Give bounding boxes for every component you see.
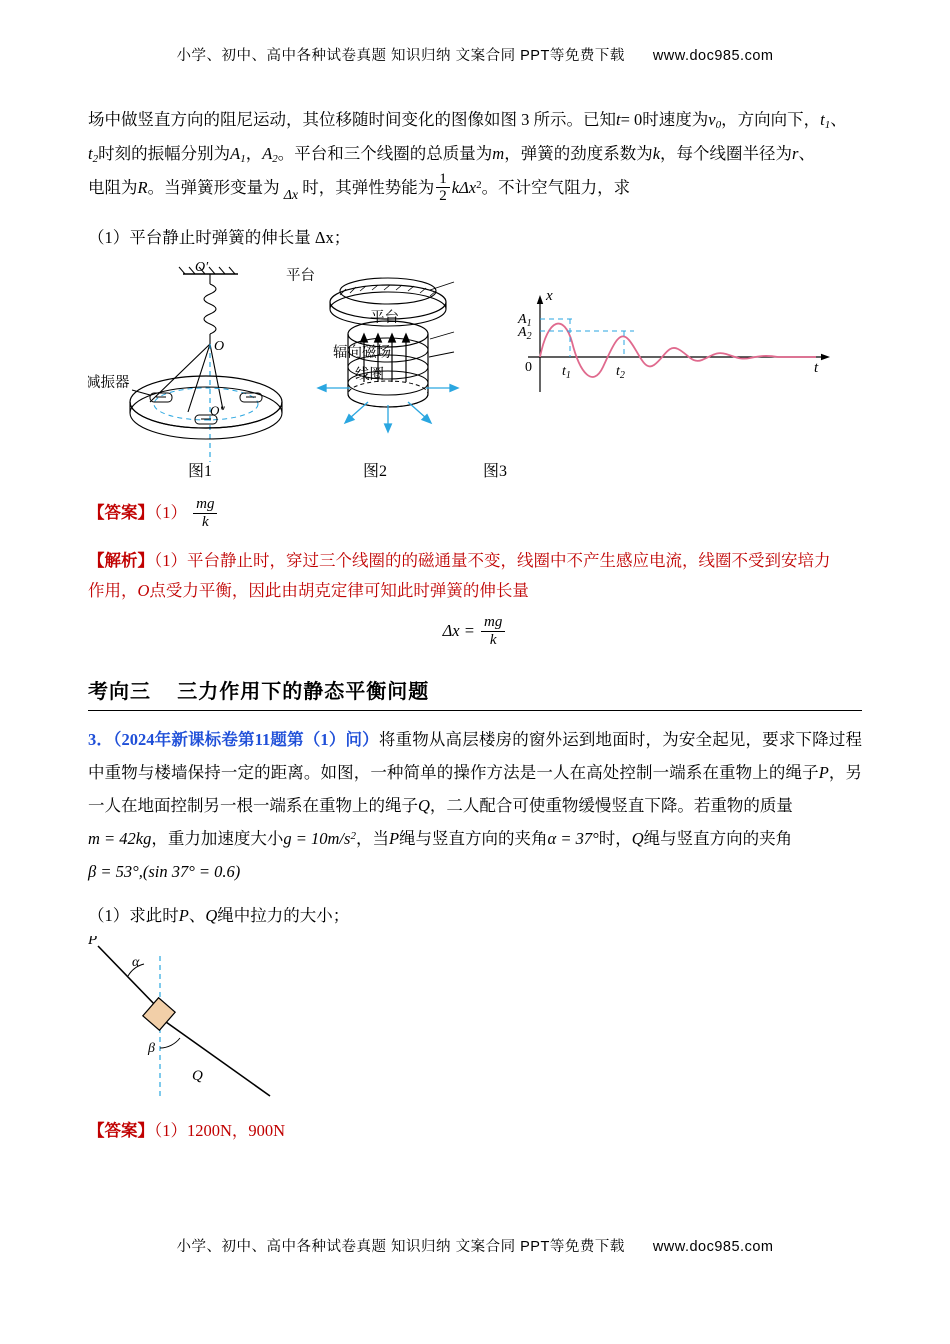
p2-l3c: 。当弹簧形变量为 — [147, 177, 280, 197]
fig2-radial-field-label: 辐向磁场 — [333, 345, 391, 362]
p2-l2f: ， — [245, 143, 263, 163]
problem3-eq-time: 时， — [598, 829, 632, 849]
fig1-label-O-dd: O″ — [210, 403, 225, 419]
p2-var-r: r — [792, 143, 799, 163]
answer1-tag: 【答案】 — [88, 503, 154, 523]
half-den: 2 — [436, 187, 450, 205]
fig3-caption: 图3 — [483, 463, 508, 481]
problem3-eq-Q: Q — [631, 829, 644, 849]
p2-var-t: t — [616, 110, 621, 129]
analysis1-eq-num: mg — [484, 613, 503, 630]
problem3-sub1 — [88, 902, 862, 926]
analysis1-eq-fraction — [481, 614, 505, 649]
p2-l3i: 。不计空气阻力，求 — [481, 177, 631, 197]
problem2-line3 — [88, 171, 862, 207]
header-site: www.doc985.com — [652, 48, 774, 64]
p2-var-m: m — [492, 143, 505, 163]
p2-l3a: 电阻为 — [88, 177, 138, 197]
fig1-label-O-top: O′ — [195, 262, 209, 276]
p2-var-A2: A — [262, 143, 273, 163]
answer2-tag: 【答案】 — [88, 1121, 154, 1141]
analysis1-line1 — [88, 546, 862, 577]
analysis1-eq-den: k — [481, 631, 505, 649]
answer1-block — [88, 497, 862, 532]
analysis1-eq-lhs: Δx = — [442, 620, 475, 640]
p2-l1a: 场中做竖直方向的阻尼运动，其位移随时间变化的图像如图 3 所示。已知 — [88, 110, 616, 129]
problem3-statement — [88, 723, 862, 888]
problem2-line1 — [88, 103, 862, 137]
answer2-block — [88, 1117, 862, 1141]
fig3-label-origin: 0 — [525, 360, 532, 376]
problem3-para — [88, 723, 862, 822]
p2-var-v: v — [708, 110, 716, 129]
answer2-item: （1）1200N，900N — [154, 1121, 286, 1141]
fig2-caption: 图2 — [363, 463, 388, 481]
p2-l1i: 、 — [830, 110, 847, 129]
problem3-eq-mid: ，重力加速度大小 — [151, 829, 284, 849]
p2-kdx-sup: 2 — [476, 178, 482, 191]
fig3-axis-x: x — [546, 288, 553, 305]
p2-l3e: 时，其弹性势能为 — [302, 177, 435, 197]
problem3-eq-alpha: α = 37° — [547, 829, 599, 849]
fig2-label-platform: 平台 — [286, 268, 315, 285]
footer-site: www.doc985.com — [652, 1239, 774, 1255]
figure-group — [88, 262, 862, 481]
p2-l2m: ，每个线圈半径为 — [660, 143, 793, 163]
analysis1-block — [88, 546, 862, 650]
problem2-sub1: （1）平台静止时弹簧的伸长量 Δx； — [88, 228, 351, 248]
p2-l2k: ，弹簧的劲度系数为 — [504, 143, 653, 163]
footer-text: 小学、初中、高中各种试卷真题 知识归纳 文案合同 PPT等免费下载 — [176, 1239, 625, 1255]
section3-title-prefix: 考向三 — [88, 681, 151, 704]
problem3-eq-g-sup: 2 — [350, 830, 356, 843]
p2-var-R: R — [137, 177, 148, 197]
problem3-p3: ，另一人在地面控制另一根一端系在重物上的绳子 — [88, 763, 863, 816]
p2-l2o: 、 — [798, 143, 815, 163]
problem3-formula-line — [88, 822, 862, 855]
problem3-sub1-Q: Q — [205, 906, 218, 926]
p2-l2i: 。平台和三个线圈的总质量为 — [277, 143, 493, 163]
p2-l2c: 时刻的振幅分别为 — [98, 143, 231, 163]
problem3-eq-when: ，当 — [355, 829, 389, 849]
analysis1-text-c: 点受力平衡，因此由胡克定律可知此时弹簧的伸长量 — [149, 581, 529, 601]
analysis1-point-O: O — [137, 581, 150, 601]
fig3-label-t1: $t_1$ — [562, 364, 571, 382]
problem3-formula-line2 — [88, 855, 862, 888]
fig4-label-alpha: α — [132, 955, 140, 971]
page-footer — [0, 1235, 950, 1256]
fig2-coil-label: 线圈 — [355, 367, 384, 384]
problem3-p2: 过程中重物与楼墙保持一定的距离。如图，一种简单的操作方法是一人在高处控制一端系在重物上的绳子 — [88, 730, 863, 783]
fig3-label-A2: $A_2$ — [518, 325, 532, 343]
problem3-eq-g: g = 10m/s — [283, 829, 351, 849]
problem3-p4: ，二人配合可使重物缓慢竖直下降。若重物的质量 — [429, 796, 793, 816]
p2-var-dx: Δx — [283, 187, 299, 203]
analysis1-text-b: 作用， — [88, 581, 138, 601]
figures-svg — [88, 262, 862, 477]
analysis1-tag: 【解析】 — [88, 550, 154, 570]
problem3-eq-rope1: 绳与竖直方向的夹角 — [399, 829, 548, 849]
fig3-axis-t: t — [814, 360, 819, 377]
analysis1-line2 — [88, 576, 862, 607]
fig2-platform-label: 平台 — [370, 310, 399, 327]
answer1-item: （1） — [154, 503, 187, 523]
problem3-sub1-mid: 、 — [188, 906, 206, 926]
p2-var-t1: t — [820, 110, 825, 129]
p2-l1c: = 0时速度为 — [620, 110, 709, 129]
p2-var-A1: A — [230, 143, 241, 163]
p2-var-t1-sub: 1 — [824, 118, 831, 131]
analysis1-text-a: （1）平台静止时，穿过三个线圈的的磁通量不变，线圈中不产生感应电流，线圈不受到安培力 — [154, 550, 831, 570]
problem3-sub1-end: 绳中拉力的大小； — [217, 906, 350, 926]
p2-kdx: kΔx — [451, 177, 477, 197]
fig3-label-t2: $t_2$ — [616, 364, 625, 382]
section3-title: 三力作用下的静态平衡问题 — [177, 681, 430, 704]
fig4-label-Q: Q — [192, 1068, 203, 1085]
figure-3 — [528, 295, 830, 392]
p2-var-v-sub: 0 — [715, 118, 722, 131]
problem2-line2 — [88, 137, 862, 171]
fig3-label-A1: $A_1$ — [518, 312, 532, 330]
p2-var-k: k — [652, 143, 661, 163]
answer1-frac-num: mg — [196, 496, 215, 513]
page-header — [88, 0, 862, 65]
p2-var-A1-sub: 1 — [240, 152, 246, 165]
problem3-eq-sin: (sin 37° = 0.6) — [142, 862, 241, 882]
problem3-eq-beta: β = 53°, — [88, 862, 143, 882]
fig1-label-O: O — [214, 339, 225, 355]
fig4-label-P: P — [88, 936, 98, 949]
p2-l1f: ，方向向下， — [721, 110, 821, 129]
fig1-caption: 图1 — [188, 463, 213, 481]
figure-1 — [130, 267, 282, 462]
problem3-source: （2024年新课标卷第11题第（1）问） — [113, 730, 379, 750]
half-fraction — [436, 171, 450, 206]
section3-heading — [88, 675, 862, 706]
section3-header — [88, 675, 862, 711]
problem3-eq-m: m = 42kg — [88, 829, 152, 849]
problem3-number: 3． — [88, 730, 114, 750]
problem3-p1: 将重物从高层楼房的窗外运到地面时，为安全起见，要求下降 — [378, 730, 829, 750]
figure-4 — [88, 936, 418, 1111]
p2-var-t2-sub: 2 — [92, 152, 99, 165]
p2-var-A2-sub: 2 — [272, 152, 278, 165]
problem3-eq-rope2: 绳与竖直方向的夹角 — [643, 829, 793, 849]
problem3-rope-P: P — [818, 763, 829, 783]
problem3-eq-P: P — [388, 829, 400, 849]
answer1-fraction — [193, 496, 217, 531]
problem2-statement — [88, 103, 862, 206]
header-text: 小学、初中、高中各种试卷真题 知识归纳 文案合同 PPT等免费下载 — [176, 48, 625, 64]
fig4-label-beta: β — [148, 1041, 155, 1057]
problem3-sub1-a: （1）求此时 — [88, 906, 179, 926]
answer1-frac-den: k — [193, 513, 217, 531]
problem3-sub1-P: P — [178, 906, 189, 926]
figure-4-wrapper — [88, 936, 862, 1111]
analysis1-equation — [88, 615, 862, 650]
fig1-label-damper: 减振器 — [88, 375, 130, 392]
half-num: 1 — [439, 170, 447, 187]
problem3-rope-Q: Q — [418, 796, 430, 816]
p2-var-t2: t — [88, 143, 93, 163]
